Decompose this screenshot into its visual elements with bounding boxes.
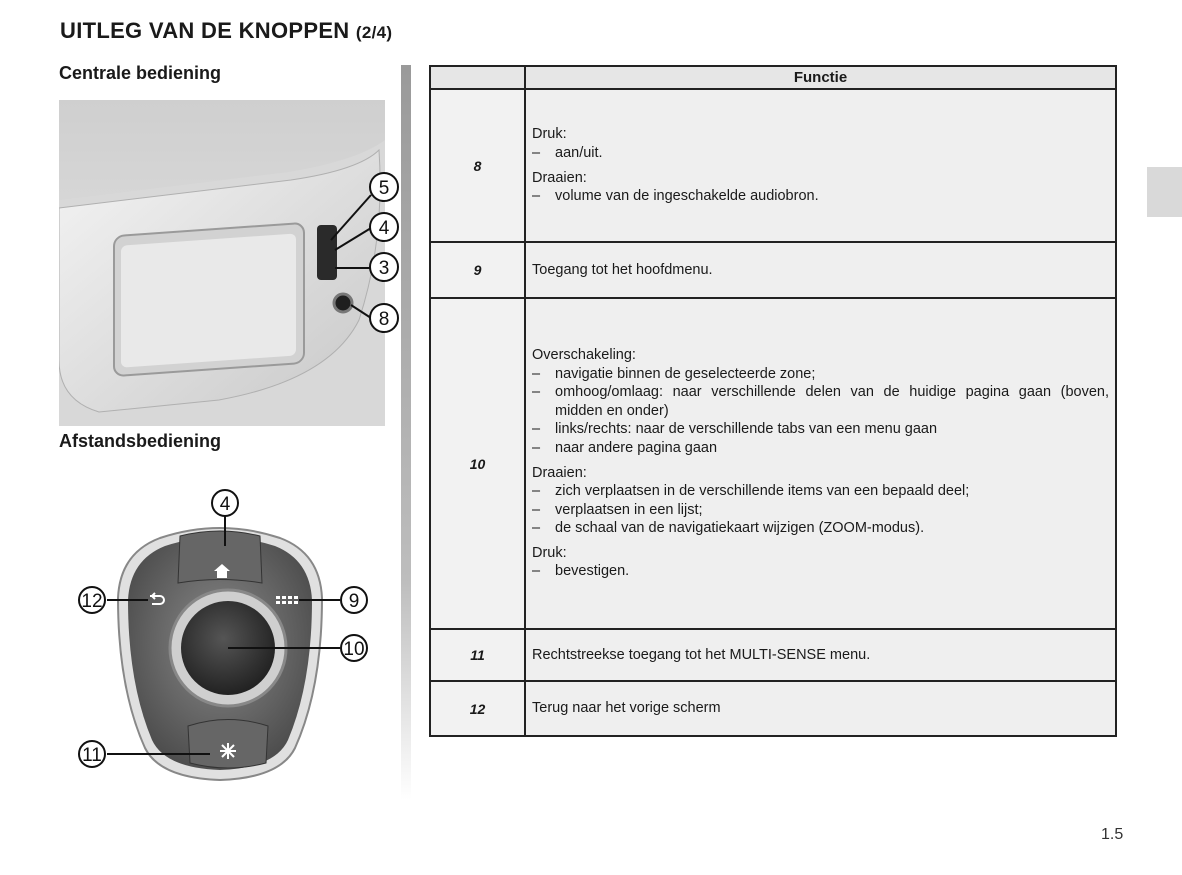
- row-description: [525, 89, 1116, 242]
- remote-callout-12: 12: [81, 591, 103, 612]
- row-description: Rechtstreekse toegang tot het MULTI-SENSE menu.: [525, 629, 1116, 681]
- row-number: 11: [430, 629, 525, 681]
- callout-4: 4: [378, 218, 390, 239]
- press-label: Druk:: [532, 126, 567, 143]
- list-item: – aan/uit.: [532, 144, 1109, 163]
- list-item: – zich verplaatsen in de verschillende items van een bepaald deel;: [532, 482, 1109, 501]
- list-item: – navigatie binnen de geselecteerde zone;: [532, 365, 1109, 384]
- remote-callout-9: 9: [348, 591, 360, 612]
- central-controls-heading: Centrale bediening: [59, 63, 222, 83]
- list-item: – bevestigen.: [532, 562, 1109, 581]
- table-row-9: [430, 242, 1116, 298]
- volume-rocker-icon: [317, 225, 337, 280]
- table-row-11: [430, 629, 1116, 681]
- callout-5: 5: [378, 178, 390, 199]
- rotate-label: Draaien:: [532, 169, 587, 186]
- list-item: – verplaatsen in een lijst;: [532, 501, 1109, 520]
- rotate-label: Draaien:: [532, 464, 587, 481]
- list-item: – links/rechts: naar de verschillende tabs van een menu gaan: [532, 420, 1109, 439]
- row-number: 10: [430, 298, 525, 629]
- table-row-12: [430, 681, 1116, 736]
- callout-8: 8: [378, 309, 390, 330]
- header-number-cell: [430, 66, 525, 89]
- list-item: – omhoog/omlaag: naar verschillende delen van de huidige pagina gaan (boven, midden en onder): [532, 383, 1109, 420]
- row-description: Terug naar het vorige scherm: [525, 681, 1116, 736]
- remote-control-heading: Afstandsbediening: [59, 431, 222, 451]
- row-description: [525, 298, 1116, 629]
- list-item: – volume van de ingeschakelde audiobron.: [532, 187, 1109, 206]
- header-function-cell: Functie: [525, 66, 1116, 89]
- page-title: UITLEG VAN DE KNOPPEN (2/4): [60, 18, 393, 43]
- remote-callout-11: 11: [82, 745, 102, 766]
- remote-callout-4: 4: [219, 494, 231, 515]
- power-knob-icon: [334, 294, 352, 312]
- multisense-icon: [220, 743, 236, 759]
- remote-control-illustration: [70, 488, 380, 788]
- function-table: [429, 65, 1117, 737]
- page-title-suffix: (2/4): [355, 23, 393, 42]
- row-description: Toegang tot het hoofdmenu.: [525, 242, 1116, 298]
- row-number: 12: [430, 681, 525, 736]
- list-item: – naar andere pagina gaan: [532, 439, 1109, 458]
- callout-3: 3: [378, 258, 390, 279]
- press-label: Druk:: [532, 544, 567, 561]
- list-item: – de schaal van de navigatiekaart wijzigen (ZOOM-modus).: [532, 519, 1109, 538]
- page-number: 1.5: [1101, 826, 1124, 843]
- remote-callout-10: 10: [343, 639, 365, 660]
- row-number: 9: [430, 242, 525, 298]
- table-header-row: [430, 66, 1116, 89]
- table-row-10: [430, 298, 1116, 629]
- row-number: 8: [430, 89, 525, 242]
- central-controls-photo: [59, 100, 385, 426]
- chapter-tab: [1147, 167, 1182, 217]
- central-callouts: [365, 170, 405, 340]
- table-row-8: [430, 89, 1116, 242]
- column-divider-bar: [401, 65, 411, 800]
- shift-label: Overschakeling:: [532, 346, 636, 363]
